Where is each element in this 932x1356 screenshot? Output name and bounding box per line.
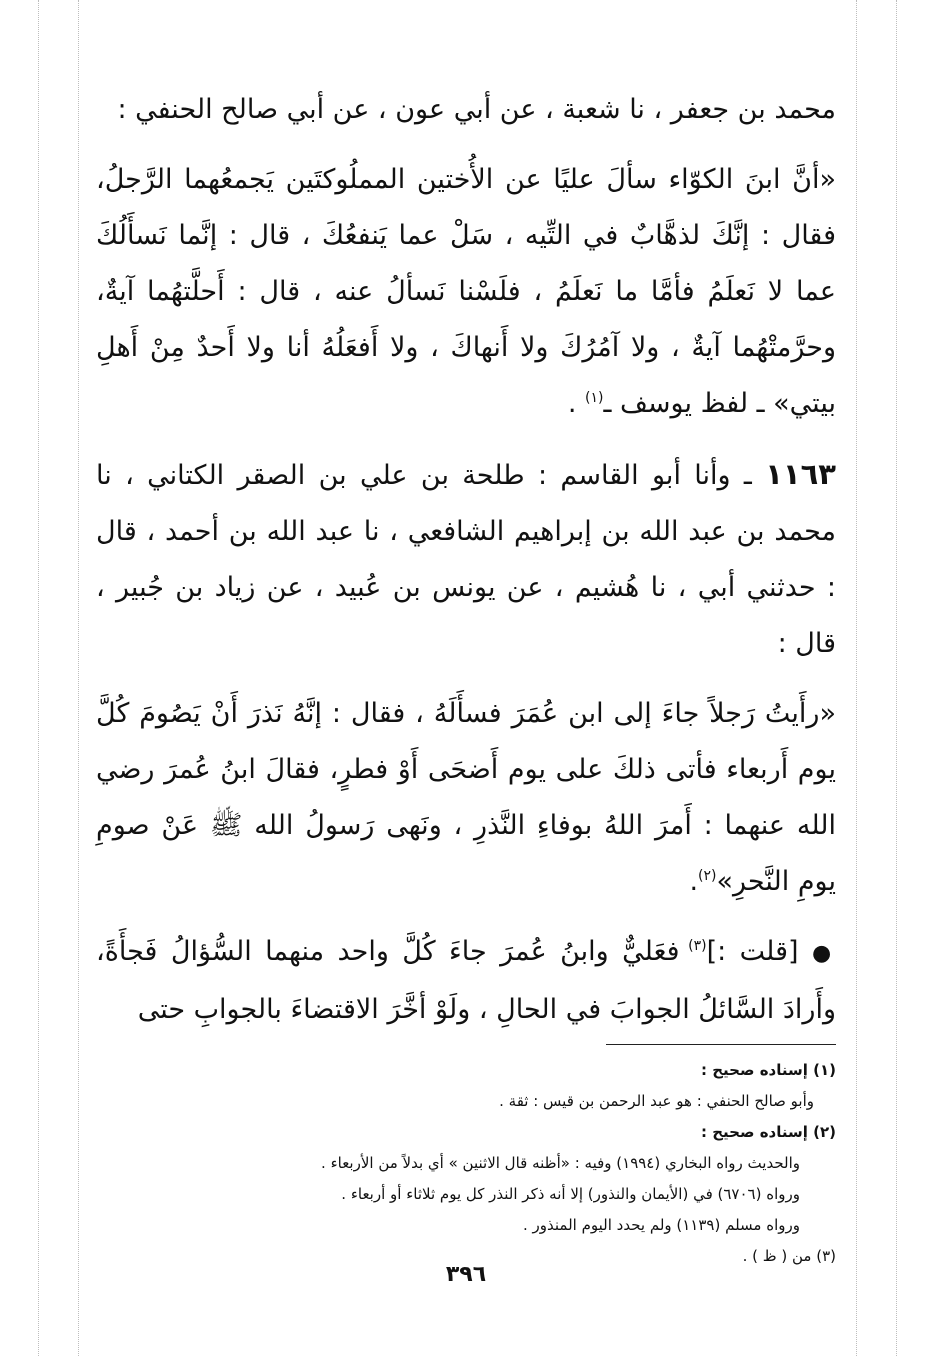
margin-guide: [896, 0, 897, 1356]
footnote-ref-3: (٣): [688, 938, 707, 954]
footnote-2-line: ورواه مسلم (١١٣٩) ولم يحدد اليوم المنذور .: [522, 1216, 800, 1234]
paragraph-hadith-1162: «أنَّ ابنَ الكوّاء سألَ عليًا عن الأُختين المملُوكتَين يَجمعُهما الرَّجلُ، فقال : إنَّكَ لذهَّابٌ في التِّيه ، سَلْ عما يَنفعُكَ ، قال : إنَّما نَسأَلُكَ عما لا نَعلَمُ فأمَّا ما نَعلَمُ ، فلَسْنا نَسألُ عنه ، قال : أَحلَّتهُما آيةٌ، وحرَّمتْهُما آيةٌ ، ولا آمُرُكَ ولا أَنهاكَ ، ولا أَفعَلُهُ أنا ولا أَحدٌ مِنْ أَهلِ بيتي» ـ لفظ يوسف ـ$^{(١)}$ .: [96, 164, 836, 419]
bullet-icon: ●: [811, 941, 836, 966]
footnotes: [96, 1055, 836, 1272]
margin-guide: [78, 0, 79, 1356]
main-text: [96, 82, 836, 1038]
page-number: ٣٩٦: [445, 1262, 487, 1287]
paragraph-comment: ● [قلت :]$^{(٣)}$ فعَليٌّ وابنُ عُمرَ جاءَ كُلَّ واحد منهما السُّؤالُ فَجأَةً، وأَرادَ السَّائلُ الجوابَ في الحالِ ، ولَوْ أخَّرَ الاقتضاءَ بالجوابِ حتى: [96, 936, 836, 1025]
footnote-2-line: والحديث رواه البخاري (١٩٩٤) وفيه : «أظنه قال الاثنين » أي بدلاً من الأربعاء .: [321, 1154, 800, 1172]
footnote-2-line: ورواه (٦٧٠٦) في (الأيمان والنذور) إلا أنه ذكر النذر كل يوم ثلاثاء أو أربعاء .: [341, 1185, 800, 1203]
footnote-ref-1: (١): [584, 390, 604, 406]
paragraph-isnad: محمد بن جعفر ، نا شعبة ، عن أبي عون ، عن أبي صالح الحنفي :: [117, 94, 836, 125]
paragraph-hadith-1163: «رأَيتُ رَجلاً جاءَ إلى ابن عُمَرَ فسأَلَهُ ، فقال : إنَّهُ نَذرَ أَنْ يَصُومَ كُلَّ يوم أَربعاء فأتى ذلكَ على يوم أَضحَى أَوْ فطرٍ، فقالَ ابنُ عُمرَ رضي الله عنهما : أَمرَ اللهُ بوفاءِ النَّذرِ ، ونَهى رَسولُ الله ﷺ عَنْ صومِ يومِ النَّحرِ»$^{(٢)}$.: [96, 698, 836, 897]
footnote-ref-2: (٢): [698, 868, 717, 884]
footnote-3: (٣) من ( ظ ) .: [742, 1247, 836, 1265]
paragraph-hadith-1163-isnad: ١١٦٣ ـ وأنا أبو القاسم : طلحة بن علي بن الصقر الكتاني ، نا محمد بن عبد الله بن إبراهيم الشافعي ، نا عبد الله بن أحمد ، قال : حدثني أبي ، نا هُشيم ، عن يونس بن عُبيد ، عن زياد بن جُبير ، قال :: [96, 457, 836, 659]
footnote-2-heading: (٢) إسناده صحيح :: [701, 1123, 836, 1141]
margin-guide: [38, 0, 39, 1356]
page-content: [96, 82, 836, 1272]
margin-guide: [856, 0, 857, 1356]
footnote-1-text: وأبو صالح الحنفي : هو عبد الرحمن بن قيس : ثقة .: [499, 1092, 814, 1110]
hadith-number: ١١٦٣: [765, 457, 836, 491]
footnote-divider: [606, 1044, 836, 1045]
footnote-1-heading: (١) إسناده صحيح :: [701, 1061, 836, 1079]
